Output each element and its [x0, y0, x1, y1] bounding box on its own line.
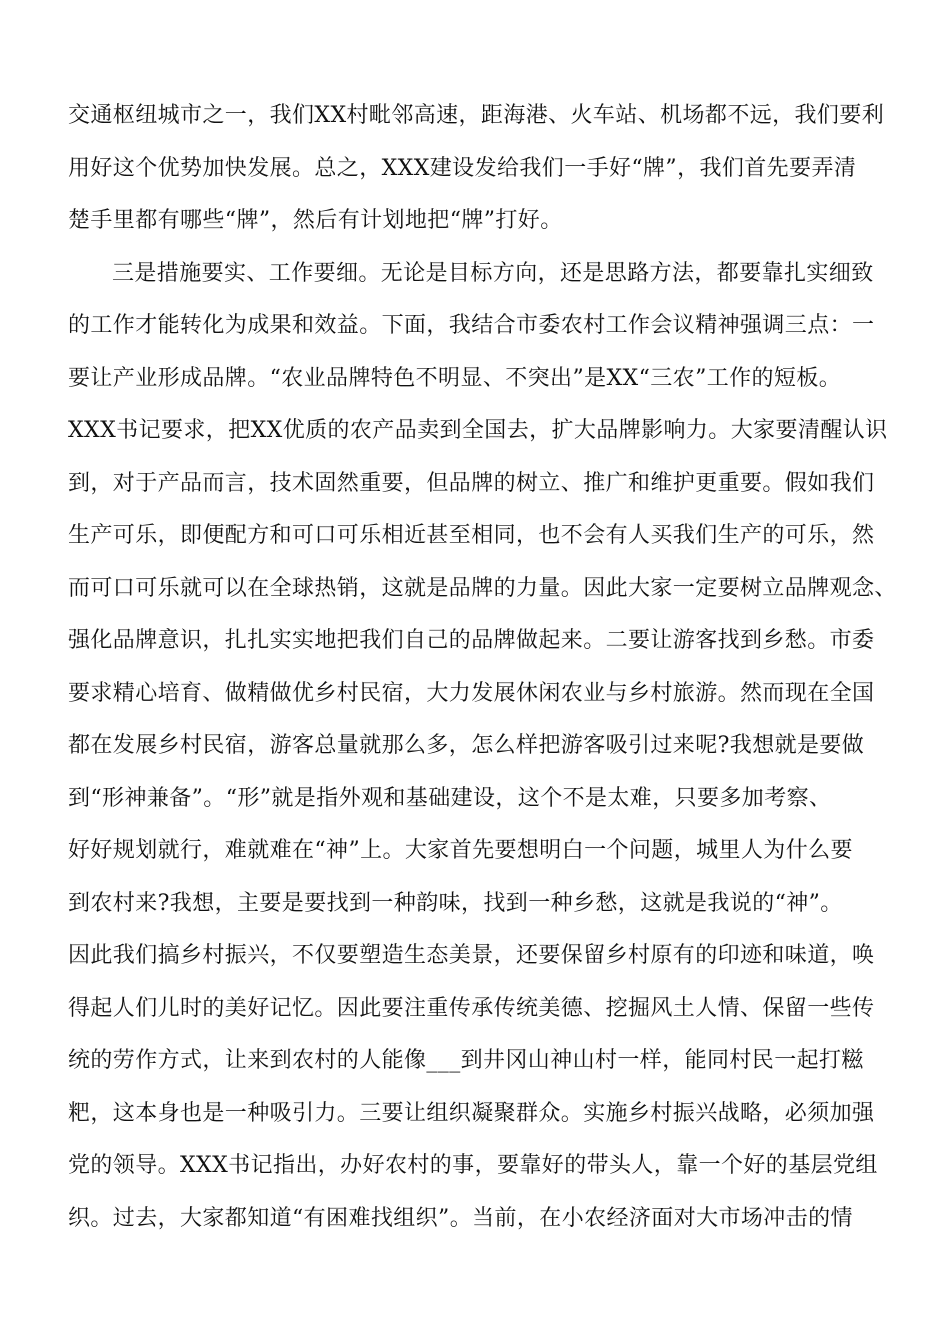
text-line: 织。过去，大家都知道“有困难找组织”。当前，在小农经济面对大市场冲击的情 — [68, 1205, 853, 1231]
text-line: 好好规划就行，难就难在“神”上。大家首先要想明白一个问题，城里人为什么要 — [68, 838, 853, 863]
text-line: 到农村来?我想，主要是要找到一种韵味，找到一种乡愁，这就是我说的“神”。 — [68, 890, 843, 916]
text-line: 得起人们儿时的美好记忆。因此要注重传承传统美德、挖掘风土人情、保留一些传 — [68, 995, 875, 1021]
body-text — [68, 90, 897, 1245]
text-line: 的工作才能转化为成果和效益。下面，我结合市委农村工作会议精神强调三点：一 — [68, 313, 875, 338]
text-line: 粑，这本身也是一种吸引力。三要让组织凝聚群众。实施乡村振兴战略，必须加强 — [68, 1100, 875, 1126]
text-line: 生产可乐，即便配方和可口可乐相近甚至相同，也不会有人买我们生产的可乐，然 — [68, 523, 875, 548]
text-line: 楚手里都有哪些“牌”，然后有计划地把“牌”打好。 — [68, 208, 563, 233]
text-line: 交通枢纽城市之一，我们XX村毗邻高速，距海港、火车站、机场都不远，我们要利 — [68, 103, 885, 128]
text-line: 统的劳作方式，让来到农村的人能像___到井冈山神山村一样，能同村民一起打糍 — [68, 1048, 864, 1073]
text-line: 要求精心培育、做精做优乡村民宿，大力发展休闲农业与乡村旅游。然而现在全国 — [68, 680, 875, 706]
text-line: 要让产业形成品牌。“农业品牌特色不明显、不突出”是XX“三农”工作的短板。 — [68, 365, 842, 391]
text-line: 强化品牌意识，扎扎实实地把我们自己的品牌做起来。二要让游客找到乡愁。市委 — [68, 628, 875, 653]
text-line: 到“形神兼备”。“形”就是指外观和基础建设，这个不是太难，只要多加考察、 — [68, 785, 832, 811]
text-line: 因此我们搞乡村振兴，不仅要塑造生态美景，还要保留乡村原有的印迹和味道，唤 — [68, 943, 875, 968]
text-line: 党的领导。XXX书记指出，办好农村的事，要靠好的带头人，靠一个好的基层党组 — [68, 1153, 878, 1178]
text-line: XXX书记要求，把XX优质的农产品卖到全国去，扩大品牌影响力。大家要清醒认识 — [68, 418, 888, 443]
text-line: 到，对于产品而言，技术固然重要，但品牌的树立、推广和维护更重要。假如我们 — [68, 470, 875, 496]
text-line: 而可口可乐就可以在全球热销，这就是品牌的力量。因此大家一定要树立品牌观念、 — [68, 575, 897, 601]
paragraph-start-line: 三是措施要实、工作要细。无论是目标方向，还是思路方法，都要靠扎实细致 — [112, 260, 874, 286]
text-line: 用好这个优势加快发展。总之，XXX建设发给我们一手好“牌”，我们首先要弄清 — [68, 155, 857, 181]
text-line: 都在发展乡村民宿，游客总量就那么多，怎么样把游客吸引过来呢?我想就是要做 — [68, 733, 865, 758]
